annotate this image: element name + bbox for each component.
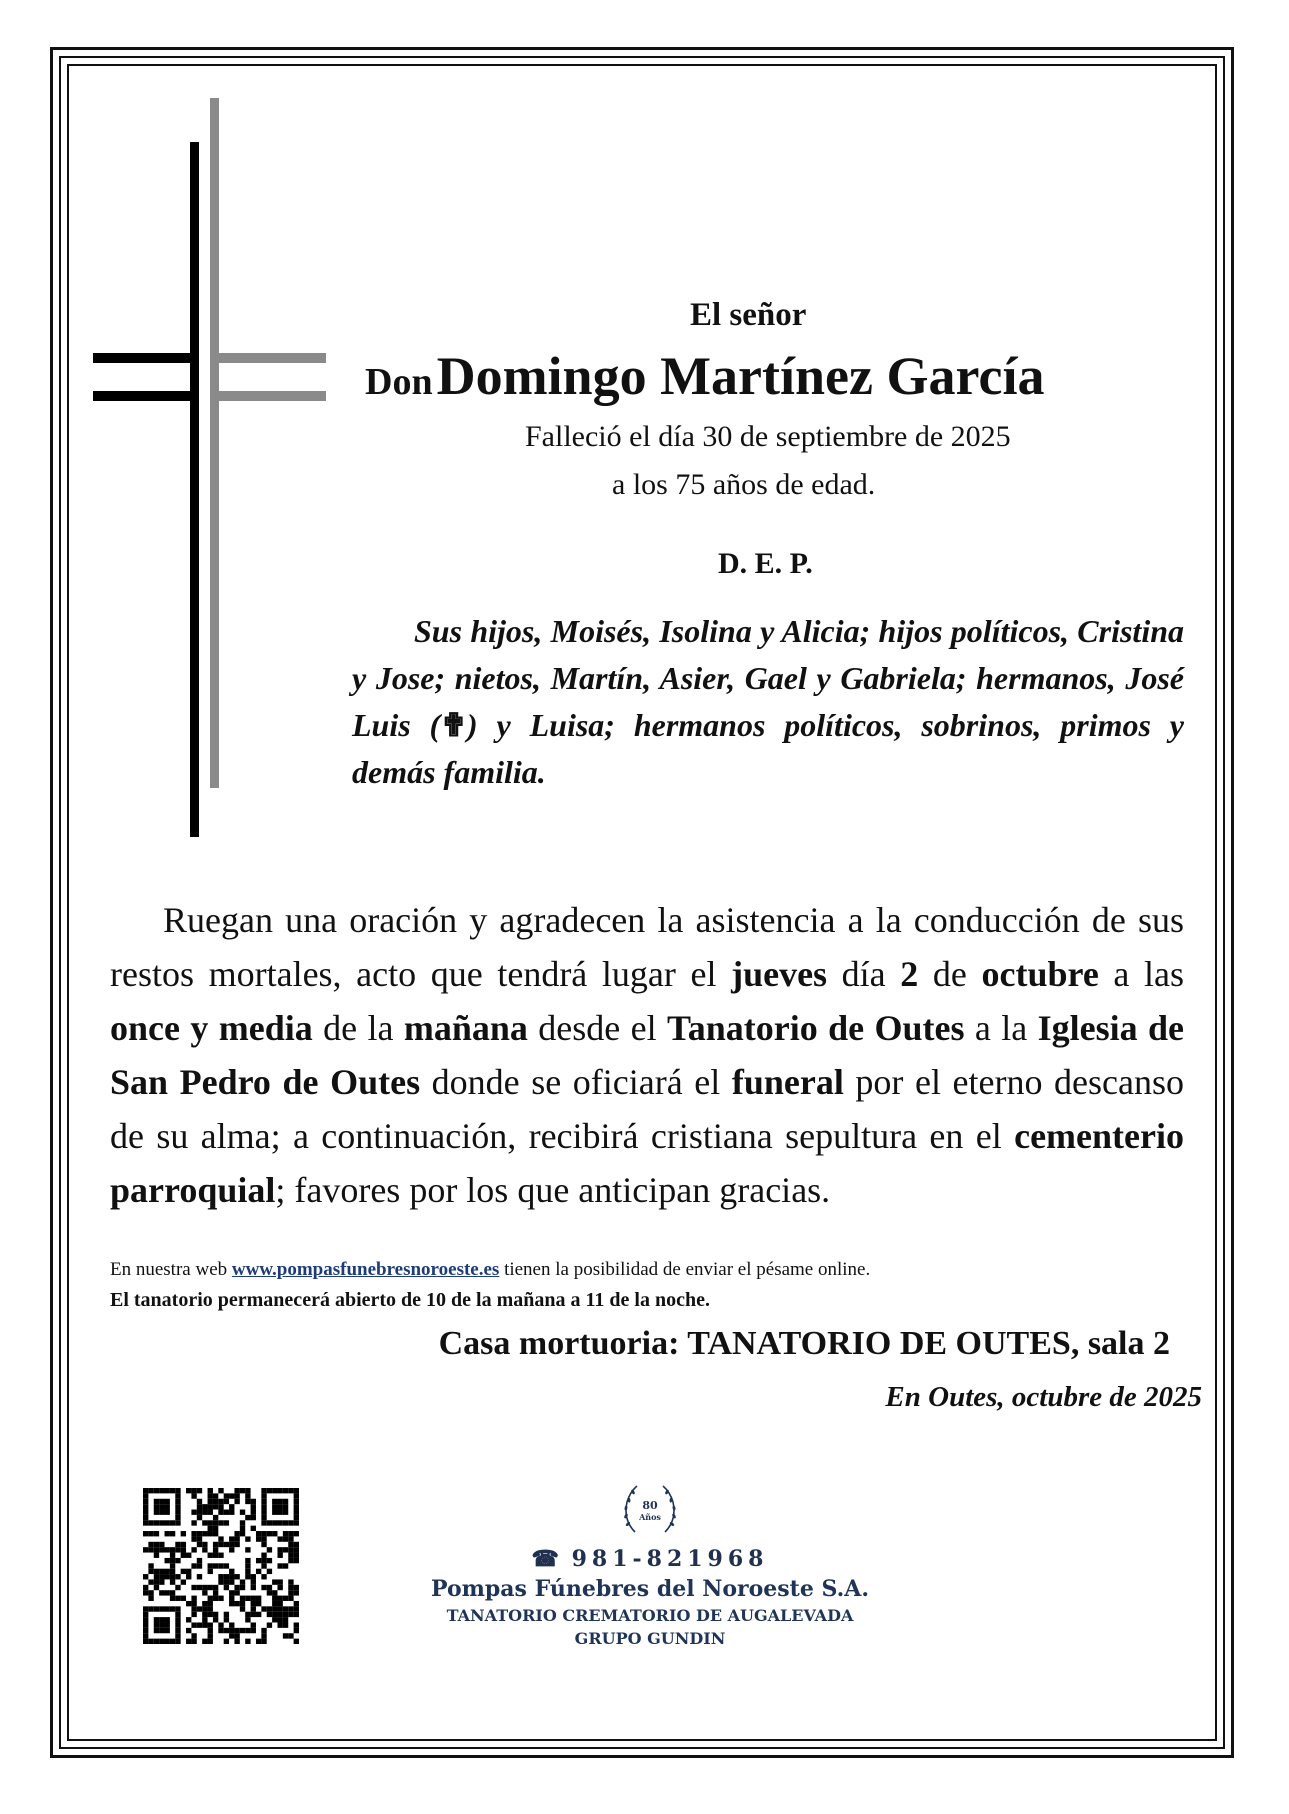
honorific: Don	[365, 361, 433, 403]
website-link[interactable]: www.pompasfunebresnoroeste.es	[231, 1259, 500, 1280]
ceremony-cemetery: cementerio parroquial	[110, 1116, 1184, 1210]
ceremony-time: once y media	[110, 1008, 313, 1048]
ceremony-text: ; favores por los que anticipan gracias.	[275, 1170, 831, 1210]
funeral-home: Casa mortuoria: TANATORIO DE OUTES, sala 2	[438, 1325, 1170, 1362]
deceased-cross-icon: ✟	[440, 707, 468, 743]
company-group: GRUPO GUNDIN	[574, 1629, 726, 1648]
ceremony-day: jueves	[731, 954, 828, 994]
ceremony-month: octubre	[981, 954, 1099, 994]
ceremony-date: 2	[900, 954, 919, 994]
ceremony-text: por el eterno descanso de su alma; a continuación, recibirá cristiana sepultura en el	[110, 1062, 1184, 1156]
ceremony-text: día	[827, 954, 901, 994]
ceremony-text: a las	[1098, 954, 1185, 994]
badge-word: Años	[639, 1512, 661, 1522]
company-block	[400, 1480, 900, 1648]
cross-icon	[90, 95, 330, 845]
web-notice	[110, 1259, 870, 1281]
ceremony-text: Ruegan una oración y agradecen la asistencia a la conducción de sus restos mortales, acto que tendrá lugar el	[110, 900, 1184, 994]
ceremony-text: donde se oficiará el	[420, 1062, 732, 1102]
ceremony-text: a la	[964, 1008, 1038, 1048]
ceremony-origin: Tanatorio de Outes	[667, 1008, 965, 1048]
qr-code-icon[interactable]	[143, 1488, 299, 1644]
phone-icon: ☎	[531, 1546, 559, 1572]
anniversary-badge-icon	[615, 1480, 685, 1540]
death-date: Falleció el día 30 de septiembre de 2025	[525, 420, 1011, 453]
place-date: En Outes, octubre de 2025	[885, 1381, 1202, 1413]
ceremony-church: Iglesia de San Pedro de Outes	[110, 1008, 1184, 1102]
ceremony-paragraph	[110, 893, 1184, 1217]
hours-notice: El tanatorio permanecerá abierto de 10 de la mañana a 11 de la noche.	[110, 1289, 710, 1311]
family-text-2: ) y Luisa; hermanos políticos, sobrinos, primos y demás familia.	[352, 707, 1185, 790]
ceremony-text: de la	[312, 1008, 404, 1048]
ceremony-text: desde el	[527, 1008, 668, 1048]
family-paragraph	[352, 608, 1184, 796]
phone-number[interactable]: 981-821968	[571, 1546, 769, 1572]
age: a los 75 años de edad.	[612, 468, 876, 501]
badge-number: 80	[642, 1499, 658, 1512]
company-name: Pompas Fúnebres del Noroeste S.A.	[431, 1576, 869, 1602]
web-notice-suffix: tienen la posibilidad de enviar el pésame online.	[499, 1259, 871, 1280]
family-text-1: Sus hijos, Moisés, Isolina y Alicia; hijos políticos, Cristina y Jose; nietos, Martín, Asier, Gael y Gabriela; hermanos, José Luis (	[352, 613, 1184, 743]
title-line: El señor	[690, 297, 807, 333]
rip: D. E. P.	[718, 547, 813, 580]
phone-line	[400, 1546, 900, 1572]
deceased-name: Domingo Martínez García	[436, 346, 1045, 406]
deceased-name-line	[365, 345, 1044, 407]
ceremony-period: mañana	[403, 1008, 528, 1048]
company-subtitle: TANATORIO CREMATORIO DE AUGALEVADA	[446, 1606, 854, 1625]
ceremony-text: de	[918, 954, 982, 994]
ceremony-funeral: funeral	[731, 1062, 844, 1102]
web-notice-prefix: En nuestra web	[110, 1259, 232, 1280]
